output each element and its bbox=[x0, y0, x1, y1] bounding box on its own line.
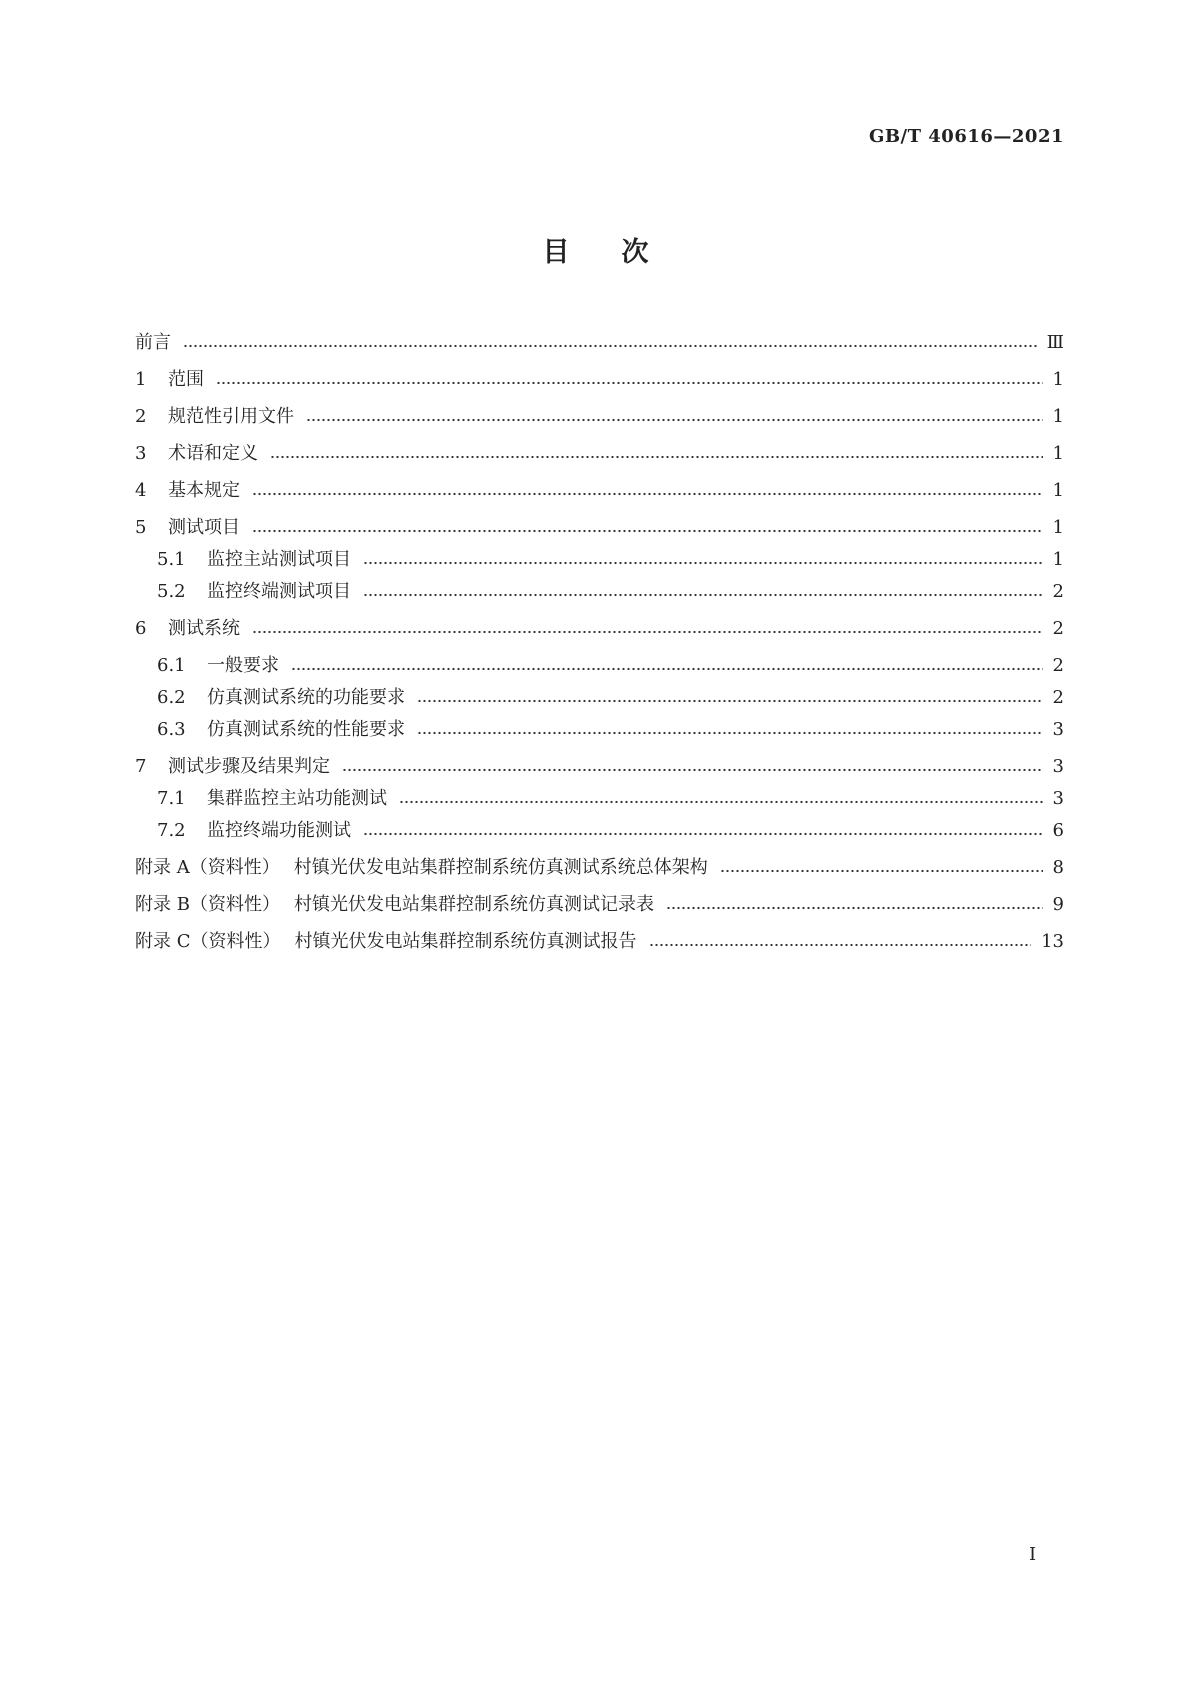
toc-entry-label: 仿真测试系统的性能要求 bbox=[207, 719, 405, 740]
dot-leader bbox=[270, 455, 1043, 459]
toc-entry-label: 前言 bbox=[135, 332, 171, 353]
toc-entry-label: 测试系统 bbox=[168, 618, 240, 639]
toc-entry-label: 规范性引用文件 bbox=[168, 406, 294, 427]
toc-entry[interactable] bbox=[135, 479, 1064, 503]
toc-entry-number: 附录 C（资料性） bbox=[135, 931, 281, 952]
toc-entry[interactable] bbox=[135, 893, 1064, 917]
dot-leader bbox=[417, 699, 1043, 703]
toc-entry-label: 监控主站测试项目 bbox=[207, 549, 351, 570]
toc-entry-label: 村镇光伏发电站集群控制系统仿真测试报告 bbox=[294, 931, 637, 952]
toc-entry[interactable] bbox=[135, 368, 1064, 392]
dot-leader bbox=[649, 943, 1032, 947]
dot-leader bbox=[666, 906, 1043, 910]
page-number: Ⅰ bbox=[1029, 1544, 1037, 1565]
toc-entry-number: 6.2 bbox=[157, 687, 186, 708]
toc-entry[interactable] bbox=[135, 930, 1064, 954]
toc-entry[interactable] bbox=[135, 331, 1064, 355]
toc-entry-page: 1 bbox=[1052, 443, 1064, 464]
dot-leader bbox=[399, 800, 1043, 804]
toc-entry[interactable] bbox=[157, 580, 1064, 604]
dot-leader bbox=[252, 529, 1043, 533]
toc-entry-page: 9 bbox=[1052, 894, 1064, 915]
toc-entry-page: 3 bbox=[1052, 788, 1064, 809]
title-char: 目 bbox=[542, 237, 570, 268]
toc-entry-number: 5 bbox=[135, 517, 147, 538]
toc-entry-number: 1 bbox=[135, 369, 147, 390]
toc-entry-page: 2 bbox=[1052, 687, 1064, 708]
toc-entry-number: 7 bbox=[135, 756, 147, 777]
toc-entry-page: 1 bbox=[1052, 480, 1064, 501]
toc-entry[interactable] bbox=[157, 718, 1064, 742]
toc-entry-number: 7.2 bbox=[157, 820, 186, 841]
toc-entry-number: 5.2 bbox=[157, 581, 186, 602]
toc-entry[interactable] bbox=[157, 548, 1064, 572]
toc-entry-number: 6.3 bbox=[157, 719, 186, 740]
dot-leader bbox=[291, 667, 1043, 671]
toc-entry-number: 附录 A（资料性） bbox=[135, 857, 280, 878]
toc-entry-page: 2 bbox=[1052, 655, 1064, 676]
toc-entry-label: 术语和定义 bbox=[168, 443, 258, 464]
toc-entry-page: 3 bbox=[1052, 756, 1064, 777]
title-char: 次 bbox=[621, 237, 649, 268]
toc-entry-label: 测试项目 bbox=[168, 517, 240, 538]
toc-entry-page: 1 bbox=[1052, 517, 1064, 538]
toc-entry-page: 13 bbox=[1041, 931, 1064, 952]
toc-entry-page: 1 bbox=[1052, 549, 1064, 570]
toc-entry-label: 监控终端测试项目 bbox=[207, 581, 351, 602]
dot-leader bbox=[363, 832, 1043, 836]
toc-entry[interactable] bbox=[135, 442, 1064, 466]
toc-entry[interactable] bbox=[157, 654, 1064, 678]
toc-entry-label: 监控终端功能测试 bbox=[207, 820, 351, 841]
toc-entry-page: Ⅲ bbox=[1046, 332, 1064, 353]
dot-leader bbox=[417, 731, 1043, 735]
toc-entry-label: 测试步骤及结果判定 bbox=[168, 756, 330, 777]
toc-entry-label: 村镇光伏发电站集群控制系统仿真测试系统总体架构 bbox=[293, 857, 708, 878]
toc-entry-number: 4 bbox=[135, 480, 147, 501]
toc-entry-number: 5.1 bbox=[157, 549, 186, 570]
toc-entry-label: 基本规定 bbox=[168, 480, 240, 501]
toc-entry[interactable] bbox=[135, 516, 1064, 540]
toc-entry-number: 3 bbox=[135, 443, 147, 464]
toc-entry[interactable] bbox=[135, 755, 1064, 779]
dot-leader bbox=[216, 381, 1043, 385]
dot-leader bbox=[252, 630, 1043, 634]
toc-entry-label: 仿真测试系统的功能要求 bbox=[207, 687, 405, 708]
toc-entry-label: 集群监控主站功能测试 bbox=[207, 788, 387, 809]
standard-number: GB/T 40616—2021 bbox=[868, 126, 1064, 147]
toc-entry-number: 附录 B（资料性） bbox=[135, 894, 280, 915]
toc-entry-number: 7.1 bbox=[157, 788, 186, 809]
toc-entry-page: 2 bbox=[1052, 618, 1064, 639]
dot-leader bbox=[720, 869, 1043, 873]
toc-entry-number: 6 bbox=[135, 618, 147, 639]
toc-entry[interactable] bbox=[157, 787, 1064, 811]
toc-entry-label: 范围 bbox=[168, 369, 204, 390]
toc-entry[interactable] bbox=[157, 686, 1064, 710]
toc-entry[interactable] bbox=[135, 856, 1064, 880]
toc-entry-label: 一般要求 bbox=[207, 655, 279, 676]
toc-entry-page: 3 bbox=[1052, 719, 1064, 740]
dot-leader bbox=[306, 418, 1043, 422]
toc-entry-label: 村镇光伏发电站集群控制系统仿真测试记录表 bbox=[293, 894, 654, 915]
dot-leader bbox=[363, 561, 1043, 565]
toc-entry[interactable] bbox=[157, 819, 1064, 843]
toc-entry-page: 1 bbox=[1052, 406, 1064, 427]
dot-leader bbox=[342, 768, 1043, 772]
toc-entry-page: 2 bbox=[1052, 581, 1064, 602]
toc-entry-number: 6.1 bbox=[157, 655, 186, 676]
toc-entry-page: 6 bbox=[1052, 820, 1064, 841]
toc-entry[interactable] bbox=[135, 617, 1064, 641]
dot-leader bbox=[363, 593, 1043, 597]
toc-entry-number: 2 bbox=[135, 406, 147, 427]
dot-leader bbox=[252, 492, 1043, 496]
toc-entry-page: 8 bbox=[1052, 857, 1064, 878]
page-title bbox=[0, 230, 1191, 269]
toc-entry[interactable] bbox=[135, 405, 1064, 429]
dot-leader bbox=[183, 344, 1037, 348]
toc-entry-page: 1 bbox=[1052, 369, 1064, 390]
